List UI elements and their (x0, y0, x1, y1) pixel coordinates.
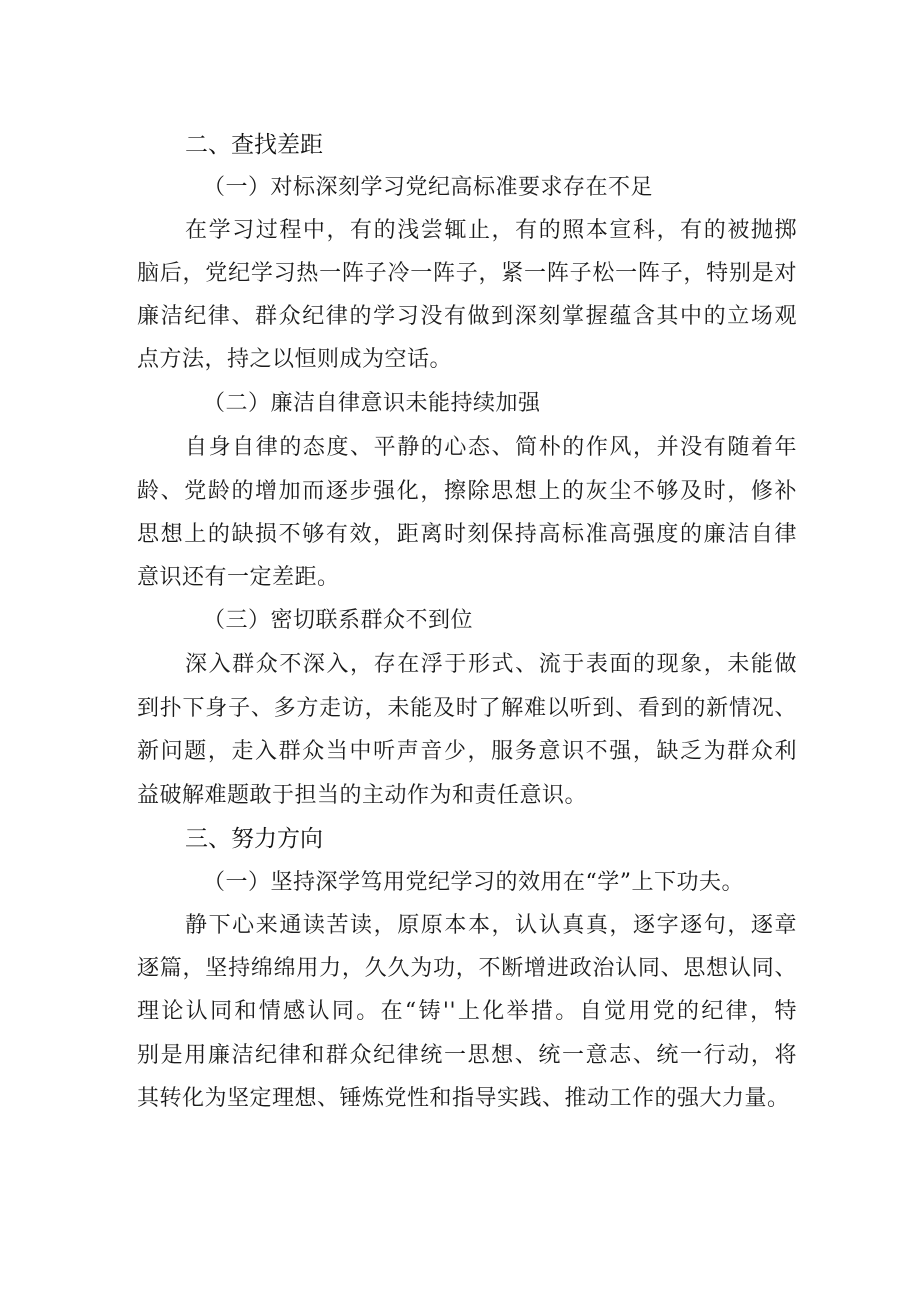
paragraph-line: 思想上的缺损不够有效，距离时刻保持高标准高强度的廉洁自律 (137, 522, 797, 547)
paragraph-line: 益破解难题敢于担当的主动作为和责任意识。 (137, 783, 588, 808)
paragraph-line: 脑后，党纪学习热一阵子冷一阵子，紧一阵子松一阵子，特别是对 (137, 261, 797, 286)
paragraph-line: 廉洁纪律、群众纪律的学习没有做到深刻掌握蕴含其中的立场观 (137, 304, 797, 329)
paragraph-line: 静下心来通读苦读，原原本本，认认真真，逐字逐句，逐章 (185, 913, 797, 938)
paragraph-line: 在学习过程中，有的浅尝辄止，有的照本宣科，有的被抛掷 (185, 218, 797, 243)
paragraph-line: 别是用廉洁纪律和群众纪律统一思想、统一意志、统一行动，将 (137, 1043, 797, 1068)
section-heading: 二、查找差距 (185, 132, 323, 158)
paragraph-line: 意识还有一定差距。 (137, 565, 340, 590)
paragraph-line: 理论认同和情感认同。在“铸''上化举措。自觉用党的纪律，特 (137, 999, 797, 1024)
paragraph-line: 新问题，走入群众当中听声音少，服务意识不强，缺乏为群众利 (137, 739, 797, 764)
section-heading: 三、努力方向 (185, 826, 323, 852)
paragraph-line: 其转化为坚定理想、锤炼党性和指导实践、推动工作的强大力量。 (137, 1086, 790, 1111)
paragraph-line: 深入群众不深入，存在浮于形式、流于表面的现象，未能做 (185, 652, 797, 677)
paragraph-line: 逐篇，坚持绵绵用力，久久为功，不断增进政治认同、思想认同、 (137, 956, 797, 981)
paragraph-line: 龄、党龄的增加而逐步强化，擦除思想上的灰尘不够及时，修补 (137, 479, 797, 504)
subsection-heading: （二）廉洁自律意识未能持续加强 (203, 391, 541, 416)
paragraph-line: 点方法，持之以恒则成为空话。 (137, 347, 453, 372)
subsection-heading: （三）密切联系群众不到位 (203, 608, 474, 633)
subsection-heading: （一）对标深刻学习党纪高标准要求存在不足 (203, 175, 654, 200)
subsection-heading: （一）坚持深学笃用党纪学习的效用在“学”上下功夫。 (203, 870, 744, 895)
paragraph-line: 自身自律的态度、平静的心态、简朴的作风，并没有随着年 (185, 435, 797, 460)
paragraph-line: 到扑下身子、多方走访，未能及时了解难以听到、看到的新情况、 (137, 696, 797, 721)
